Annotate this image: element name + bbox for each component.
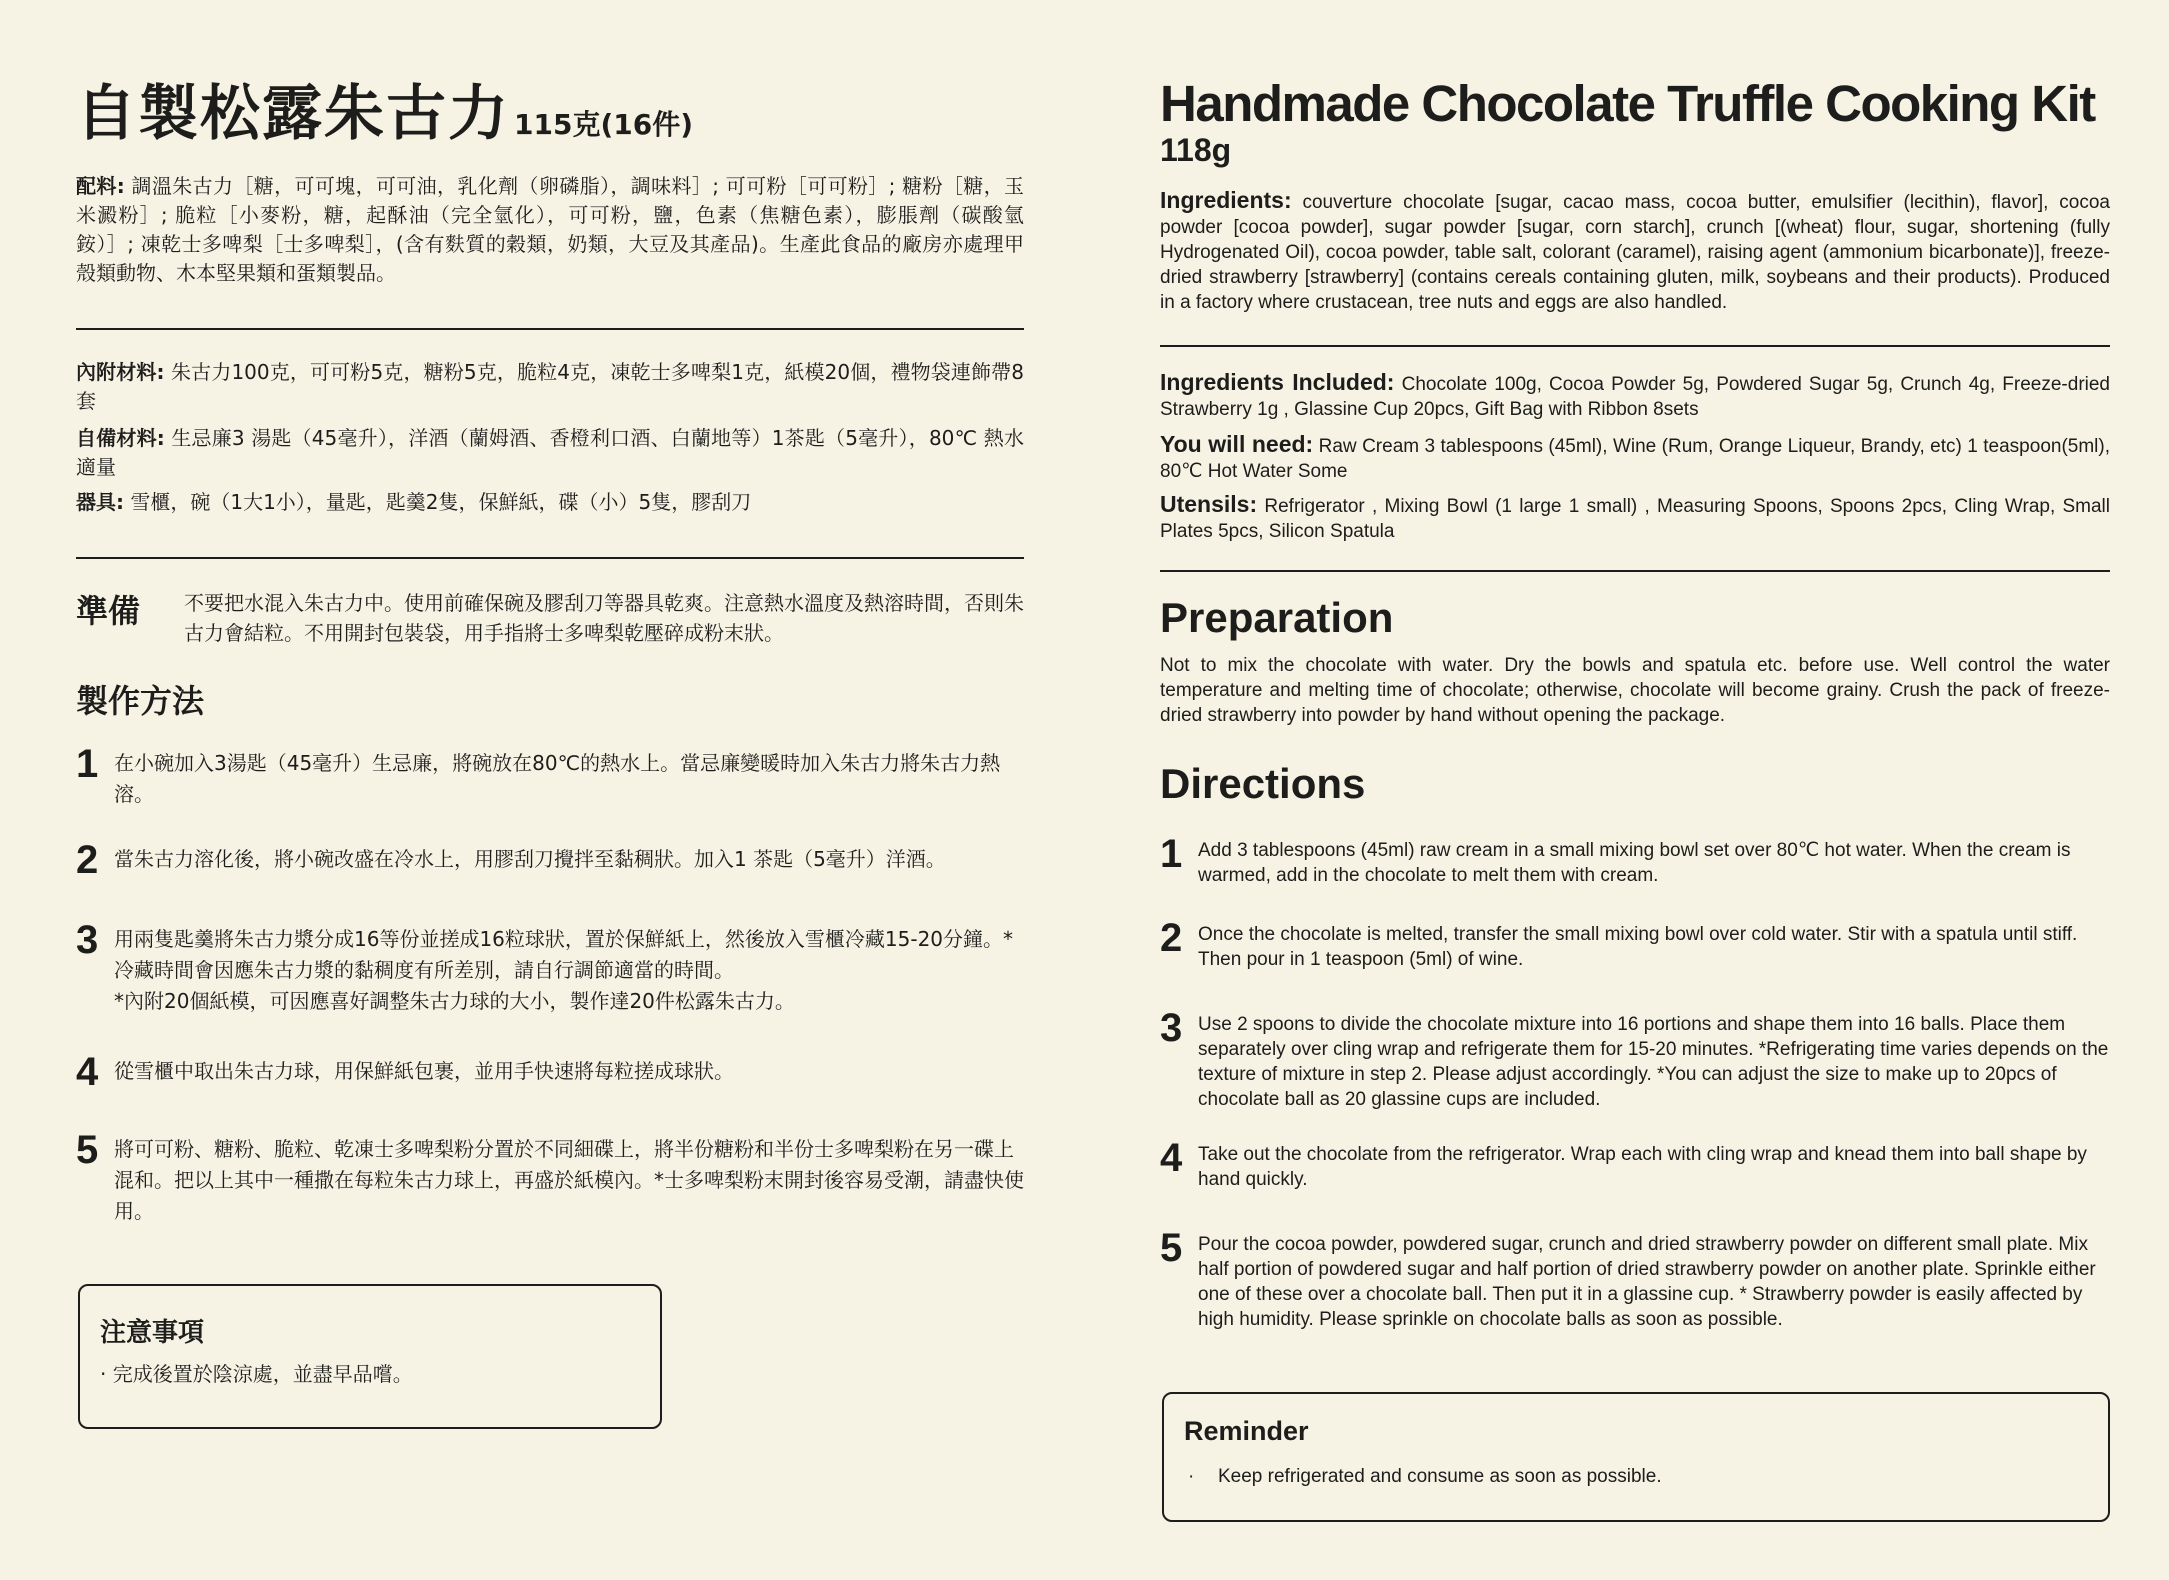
zh-product-weight: 115克(16件)	[514, 108, 694, 141]
zh-utensils-text: 雪櫃，碗（1大1小），量匙，匙羹2隻，保鮮紙，碟（小）5隻，膠刮刀	[130, 490, 752, 514]
en-reminder-box	[1162, 1392, 2110, 1522]
en-directions-heading: Directions	[1160, 760, 1366, 807]
en-utensils-label: Utensils:	[1160, 491, 1258, 517]
step-number: 5	[1160, 1226, 1183, 1270]
zh-preparation-text: 不要把水混入朱古力中。使用前確保碗及膠刮刀等器具乾爽。注意熱水溫度及熱溶時間，否則朱古力會結粒。不用開封包裝袋，用手指將士多啤梨乾壓碎成粉末狀。	[184, 591, 1024, 645]
zh-directions-heading: 製作方法	[76, 682, 205, 720]
step-text: 當朱古力溶化後，將小碗改盛在冷水上，用膠刮刀攪拌至黏稠狀。加入1 茶匙（5毫升）洋酒。	[114, 847, 946, 871]
en-ingredients-text: couverture chocolate [sugar, cacao mass, cocoa butter, emulsifier (lecithin), flavor], cocoa powder [cocoa powder], sugar powder [sugar, corn starch], crunch [(wheat) flour, sugar, shortening (fully Hydrogenated Oil), cocoa powder, table salt, colorant (caramel), raising agent (ammonium bicarbonate)], freeze-dried strawberry [strawberry] (contains cereals containing gluten, milk, soybeans and their products). Produced in a factory where crustacean, tree nuts and eggs are also handled.	[1160, 192, 2110, 313]
zh-included-label: 內附材料:	[76, 360, 165, 384]
zh-utensils	[76, 488, 1024, 517]
en-included-label: Ingredients Included:	[1160, 369, 1395, 395]
step-text: 在小碗加入3湯匙（45毫升）生忌廉，將碗放在80℃的熱水上。當忌廉變暖時加入朱古力將朱古力熱溶。	[114, 751, 1001, 806]
step-number: 1	[76, 742, 99, 786]
step-number: 4	[76, 1050, 99, 1094]
en-need	[1160, 432, 2110, 484]
en-preparation-text: Not to mix the chocolate with water. Dry the bowls and spatula etc. before use. Well control the water temperature and melting time of chocolate; otherwise, chocolate will become grainy. Crush the pack of freeze-dried strawberry into powder by hand without opening the package.	[1160, 655, 2110, 726]
en-utensils	[1160, 492, 2110, 544]
step-number: 3	[76, 918, 99, 962]
zh-title	[76, 66, 693, 152]
en-included	[1160, 370, 2110, 422]
step-text: 從雪櫃中取出朱古力球，用保鮮紙包裹，並用手快速將每粒搓成球狀。	[114, 1059, 734, 1083]
step-text: Pour the cocoa powder, powdered sugar, crunch and dried strawberry powder on different small plate. Mix half portion of powdered sugar and half portion of dried strawberry powder on another plate. Sprinkle either one of these over a chocolate ball. Then put it in a glassine cup. * Strawberry powder is easily affected by high humidity. Please sprinkle on chocolate balls as soon as possible.	[1198, 1234, 2096, 1330]
zh-included-text: 朱古力100克，可可粉5克，糖粉5克，脆粒4克，凍乾士多啤梨1克，紙模20個，禮物袋連飾帶8套	[76, 360, 1025, 413]
zh-utensils-label: 器具:	[76, 490, 124, 514]
en-preparation-heading: Preparation	[1160, 594, 1394, 641]
en-product-weight: 118g	[1160, 132, 1232, 168]
step-text: Take out the chocolate from the refrigerator. Wrap each with cling wrap and knead them into ball shape by hand quickly.	[1198, 1144, 2087, 1190]
bullet: ·	[1188, 1466, 1195, 1487]
step-text: Once the chocolate is melted, transfer the small mixing bowl over cold water. Stir with a spatula until stiff. Then pour in 1 teaspoon (5ml) of wine.	[1198, 924, 2078, 970]
en-reminder-item	[1188, 1466, 1662, 1488]
step-number: 2	[76, 838, 99, 882]
en-need-text: Raw Cream 3 tablespoons (45ml), Wine (Rum, Orange Liqueur, Brandy, etc) 1 teaspoon(5ml), 80℃ Hot Water Some	[1160, 436, 2110, 482]
step-number: 2	[1160, 916, 1183, 960]
step-text: 用兩隻匙羹將朱古力漿分成16等份並搓成16粒球狀，置於保鮮紙上，然後放入雪櫃冷藏15-20分鐘。*冷藏時間會因應朱古力漿的黏稠度有所差別，請自行調節適當的時間。 *內附20個紙模，可因應喜好調整朱古力球的大小，製作達20件松露朱古力。	[114, 927, 1014, 1013]
divider	[76, 328, 1024, 330]
zh-included	[76, 358, 1024, 416]
en-ingredients	[1160, 188, 2110, 315]
en-product-name: Handmade Chocolate Truffle Cooking Kit	[1160, 75, 2095, 132]
en-reminder-heading: Reminder	[1184, 1416, 1309, 1446]
zh-ingredients-label: 配料:	[76, 174, 125, 198]
en-included-text: Chocolate 100g, Cocoa Powder 5g, Powdered Sugar 5g, Crunch 4g, Freeze-dried Strawberry 1g , Glassine Cup 20pcs, Gift Bag with Ribbon 8sets	[1160, 374, 2111, 420]
step-text: 將可可粉、糖粉、脆粒、乾凍士多啤梨粉分置於不同細碟上，將半份糖粉和半份士多啤梨粉在另一碟上混和。把以上其中一種撒在每粒朱古力球上，再盛於紙模內。*士多啤梨粉末開封後容易受潮，請盡快使用。	[114, 1137, 1024, 1223]
zh-notice-heading: 注意事項	[100, 1318, 205, 1348]
step-number: 4	[1160, 1136, 1183, 1180]
zh-prepare	[76, 424, 1024, 482]
divider	[76, 557, 1024, 559]
zh-notice-box	[78, 1284, 662, 1429]
zh-ingredients-text: 調溫朱古力［糖，可可塊，可可油，乳化劑（卵磷脂），調味料］; 可可粉［可可粉］; 糖粉［糖，玉米澱粉］; 脆粒［小麥粉，糖，起酥油（完全氫化），可可粉，鹽，色素（焦糖色素），膨脹劑（碳酸氫銨）］; 凍乾士多啤梨［士多啤梨］，(含有麩質的穀類，奶類，大豆及其產品)。生產此食品的廠房亦處理甲殼類動物、木本堅果類和蛋類製品。	[76, 174, 1024, 285]
zh-preparation-heading: 準備	[76, 592, 141, 630]
divider	[1160, 570, 2110, 572]
step-number: 3	[1160, 1006, 1183, 1050]
zh-notice-item: · 完成後置於陰涼處，並盡早品嚐。	[100, 1362, 413, 1386]
step-number: 5	[76, 1128, 99, 1172]
zh-prepare-label: 自備材料:	[76, 426, 165, 450]
en-ingredients-label: Ingredients:	[1160, 187, 1292, 213]
zh-prepare-text: 生忌廉3 湯匙（45毫升），洋酒（蘭姆酒、香橙利口酒、白蘭地等）1茶匙（5毫升），80℃ 熱水 適量	[76, 426, 1025, 479]
divider	[1160, 345, 2110, 347]
step-text: Add 3 tablespoons (45ml) raw cream in a small mixing bowl set over 80℃ hot water. When the cream is warmed, add in the chocolate to melt them with cream.	[1198, 840, 2071, 886]
en-reminder-text: Keep refrigerated and consume as soon as possible.	[1218, 1466, 1662, 1487]
step-number: 1	[1160, 832, 1183, 876]
step-text: Use 2 spoons to divide the chocolate mixture into 16 portions and shape them into 16 balls. Place them separately over cling wrap and refrigerate them for 15-20 minutes. *Refrigerating time varies depends on the texture of mixture in step 2. Please adjust accordingly. *You can adjust the size to make up to 20pcs of chocolate ball as 20 glassine cups are included.	[1198, 1014, 2109, 1110]
zh-product-name: 自製松露朱古力	[76, 79, 510, 149]
zh-ingredients	[76, 172, 1024, 288]
en-utensils-text: Refrigerator , Mixing Bowl (1 large 1 small) , Measuring Spoons, Spoons 2pcs, Cling Wrap, Small Plates 5pcs, Silicon Spatula	[1160, 496, 2110, 542]
en-need-label: You will need:	[1160, 431, 1314, 457]
